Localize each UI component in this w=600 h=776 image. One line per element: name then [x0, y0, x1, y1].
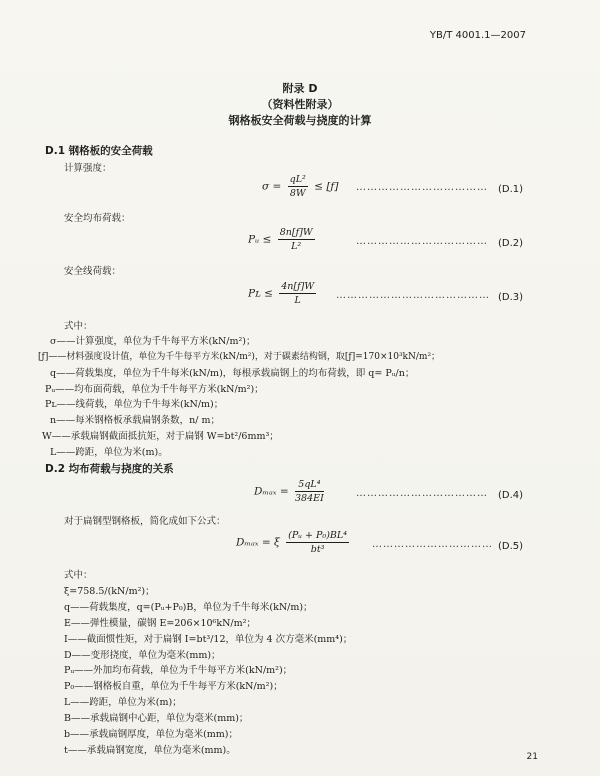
- flat-steel-note: 对于扁钢型钢格板，简化成如下公式：: [64, 516, 226, 527]
- where-label-1: 式中：: [64, 321, 93, 332]
- leader-dots: ……………………………………: [336, 290, 490, 301]
- appendix-type: （资料性附录）: [261, 98, 339, 111]
- eq-d5-num: (Pᵤ + P₀)BL⁴: [288, 530, 348, 541]
- eq-d4-number: (D.4): [498, 490, 524, 501]
- eq-d2-lhs: Pᵤ ≤: [248, 233, 272, 246]
- eq-d3-lhs: Pʟ ≤: [248, 287, 273, 300]
- safe-line-label: 安全线荷载：: [64, 266, 122, 277]
- leader-dots: ……………………………: [372, 539, 493, 550]
- definition-item: q——荷载集度，q=(Pᵤ+P₀)B，单位为千牛每米(kN/m)；: [64, 602, 313, 613]
- eq-d5-number: (D.5): [498, 541, 524, 552]
- appendix-heading: 钢格板安全荷载与挠度的计算: [228, 114, 372, 127]
- definition-item: D——变形挠度，单位为毫米(mm)；: [64, 650, 221, 661]
- equation-d2: [248, 226, 318, 253]
- definition-item: b——承载扁钢厚度，单位为毫米(mm)；: [64, 729, 239, 740]
- eq-d1-number: (D.1): [498, 184, 524, 195]
- eq-d4-lhs: Dₘₐₓ =: [254, 485, 289, 498]
- appendix-title: 附录 D: [282, 82, 318, 95]
- definition-item: Pᵤ——均布面荷载，单位为千牛每平方米(kN/m²)；: [45, 384, 264, 395]
- eq-d3-fraction: [279, 280, 316, 307]
- eq-d1-lhs: σ =: [262, 180, 282, 193]
- definition-item: q——荷载集度，单位为千牛每米(kN/m)，每根承载扁钢上的均布荷载，即 q= Pᵤ/n；: [50, 368, 415, 379]
- eq-d5-lhs: Dₘₐₓ = ξ: [236, 536, 280, 549]
- definition-item: Pᵤ——外加均布荷载，单位为千牛每平方米(kN/m²)；: [64, 665, 293, 676]
- eq-d2-number: (D.2): [498, 238, 524, 249]
- eq-d1-num: qL²: [289, 174, 306, 185]
- definition-item: L——跨距，单位为米(m)。: [50, 447, 168, 458]
- eq-d2-num: 8n[ƒ]W: [279, 227, 313, 238]
- definition-item: I——截面惯性矩，对于扁钢 I=bt³/12，单位为 4 次方毫米(mm⁴)；: [64, 634, 353, 645]
- where-label-2: 式中：: [64, 570, 93, 581]
- definition-item: n——每米钢格板承载扁钢条数，n/ m；: [50, 415, 220, 426]
- calc-strength-label: 计算强度：: [64, 163, 112, 174]
- page-number: 21: [526, 752, 538, 762]
- eq-d5-den: bt³: [310, 544, 325, 555]
- equation-d4: [254, 478, 327, 505]
- definition-item: σ——计算强度，单位为千牛每平方米(kN/m²)；: [50, 336, 256, 347]
- eq-d1-den: 8W: [289, 188, 306, 199]
- safe-uniform-label: 安全均布荷载：: [64, 213, 131, 224]
- eq-d4-num: 5qL⁴: [295, 478, 324, 492]
- equation-d3: [248, 280, 319, 307]
- definition-item: W——承载扁钢截面抵抗矩，对于扁钢 W=bt²/6mm³；: [42, 431, 279, 442]
- equation-d1: [262, 173, 338, 200]
- eq-d4-den: 384EI: [295, 493, 324, 504]
- eq-d1-fraction: [288, 173, 308, 200]
- definition-item: P₀——钢格板自重，单位为千牛每平方米(kN/m²)；: [64, 681, 283, 692]
- eq-d3-num: 4n[ƒ]W: [281, 281, 315, 292]
- definition-item: ξ=758.5/(kN/m²)；: [64, 586, 155, 597]
- eq-d2-den: L²: [291, 241, 302, 252]
- eq-d2-fraction: [278, 226, 315, 253]
- section-d2-title: D.2 均布荷载与挠度的关系: [45, 463, 174, 475]
- definition-item: L——跨距，单位为米(m)；: [64, 697, 182, 708]
- eq-d5-fraction: [286, 529, 349, 556]
- eq-d4-fraction: [295, 478, 324, 505]
- eq-d1-rhs: ≤ [ƒ]: [314, 180, 339, 193]
- definition-item: E——弹性模量，碳钢 E=206×10⁶kN/m²；: [64, 618, 256, 629]
- leader-dots: ………………………………: [356, 488, 488, 499]
- standard-number: YB/T 4001.1—2007: [429, 30, 526, 41]
- eq-d3-den: L: [294, 295, 301, 306]
- definition-item: Pʟ——线荷载，单位为千牛每米(kN/m)；: [45, 399, 224, 410]
- equation-d5: [236, 529, 352, 556]
- definition-item: t——承载扁钢宽度，单位为毫米(mm)。: [64, 745, 236, 756]
- leader-dots: ………………………………: [356, 182, 488, 193]
- section-d1-title: D.1 钢格板的安全荷载: [45, 145, 153, 157]
- leader-dots: ………………………………: [356, 236, 488, 247]
- definition-item: [ƒ]——材料强度设计值，单位为千牛每平方米(kN/m²)，对于碳素结构钢，取[ƒ]=170×10³kN/m²；: [38, 352, 441, 362]
- definition-item: B——承载扁钢中心距，单位为毫米(mm)；: [64, 713, 249, 724]
- eq-d3-number: (D.3): [498, 292, 524, 303]
